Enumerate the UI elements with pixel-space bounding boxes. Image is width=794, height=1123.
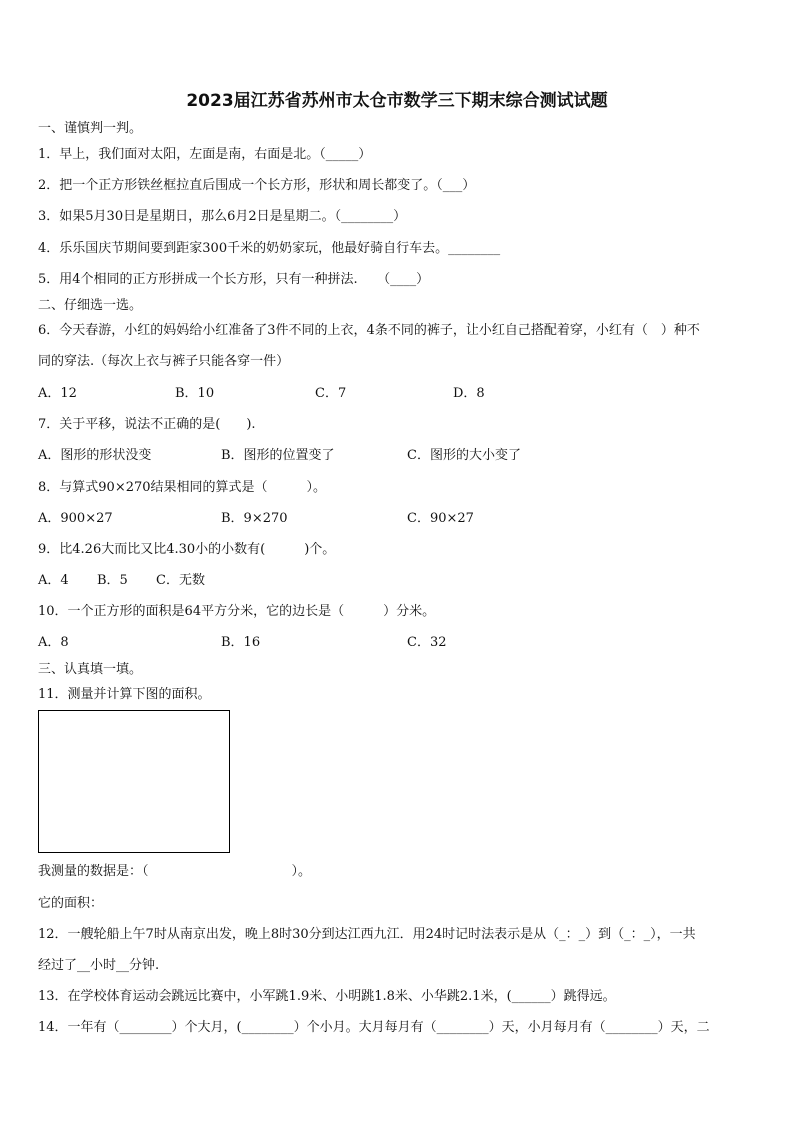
page-title: 2023届江苏省苏州市太仓市数学三下期末综合测试试题 [186, 91, 608, 111]
q6-option-a: A．12 [38, 386, 77, 401]
question-8: 8．与算式90×270结果相同的算式是（ ）。 [38, 480, 327, 495]
question-11-measure: 我测量的数据是：（ ）。 [38, 864, 312, 879]
q6-option-c: C．7 [315, 386, 347, 401]
question-3: 3．如果5月30日是星期日，那么6月2日是星期二。（________） [38, 209, 407, 224]
question-11: 11．测量并计算下图的面积。 [38, 687, 211, 702]
q10-option-b: B．16 [221, 635, 261, 650]
q7-option-c: C．图形的大小变了 [407, 448, 521, 463]
q7-option-b: B．图形的位置变了 [221, 448, 335, 463]
q8-option-c: C．90×27 [407, 511, 474, 526]
question-4: 4．乐乐国庆节期间要到距家300千米的奶奶家玩，他最好骑自行车去。________ [38, 241, 501, 256]
section-heading-3: 三、认真填一填。 [38, 662, 143, 677]
question-2: 2．把一个正方形铁丝框拉直后围成一个长方形，形状和周长都变了。（___） [38, 178, 476, 193]
question-6-line-2: 同的穿法.（每次上衣与裤子只能各穿一件） [38, 354, 290, 369]
section-heading-1: 一、谨慎判一判。 [38, 121, 143, 136]
question-11-area: 它的面积： [38, 896, 104, 911]
section-heading-2: 二、仔细选一选。 [38, 298, 143, 313]
q9-option-c: C．无数 [156, 573, 205, 588]
question-13: 13．在学校体育运动会跳远比赛中，小军跳1.9米、小明跳1.8米、小华跳2.1米，(______）跳得远。 [38, 989, 616, 1004]
question-6-line-1: 6．今天春游，小红的妈妈给小红准备了3件不同的上衣，4条不同的裤子，让小红自己搭配着穿，小红有（ ）种不 [38, 323, 700, 338]
measurement-rectangle [38, 710, 230, 853]
q9-option-b: B．5 [97, 573, 128, 588]
question-7: 7．关于平移，说法不正确的是( ). [38, 417, 256, 432]
question-10: 10．一个正方形的面积是64平方分米，它的边长是（ ）分米。 [38, 604, 436, 619]
question-12-line-2: 经过了__小时__分钟. [38, 958, 160, 973]
q10-option-a: A．8 [38, 635, 69, 650]
q10-option-c: C．32 [407, 635, 447, 650]
question-12-line-1: 12．一艘轮船上午7时从南京出发，晚上8时30分到达江西九江．用24时记时法表示是从（_：_）到（_：_），一共 [38, 927, 696, 942]
question-9: 9．比4.26大而比又比4.30小的小数有( )个。 [38, 542, 336, 557]
q8-option-a: A．900×27 [38, 511, 113, 526]
q6-option-b: B．10 [175, 386, 215, 401]
question-14: 14．一年有（________）个大月，(________）个小月。大月每月有（________）天，小月每月有（________）天，二 [38, 1020, 710, 1035]
q6-option-d: D．8 [453, 386, 485, 401]
q9-option-a: A．4 [38, 573, 69, 588]
question-5: 5．用4个相同的正方形拼成一个长方形，只有一种拼法. （____） [38, 272, 430, 287]
question-1: 1．早上，我们面对太阳，左面是南，右面是北。（_____） [38, 147, 372, 162]
q7-option-a: A．图形的形状没变 [38, 448, 152, 463]
q8-option-b: B．9×270 [221, 511, 288, 526]
